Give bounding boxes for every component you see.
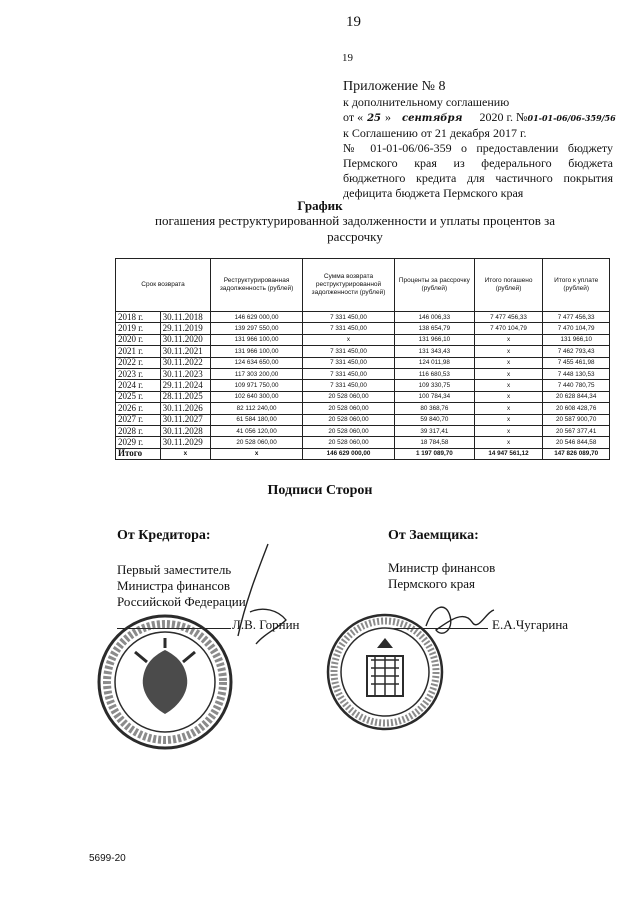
cell-pct: 124 011,98 bbox=[394, 357, 474, 368]
annex-date-mid: » bbox=[385, 110, 392, 124]
cell-pct: 131 966,10 bbox=[394, 334, 474, 345]
cell-paid: х bbox=[474, 334, 543, 345]
cell-pct: 146 006,33 bbox=[394, 312, 474, 323]
creditor-position-3: Российской Федерации bbox=[117, 594, 246, 609]
cell-pct: 131 343,43 bbox=[394, 346, 474, 357]
table-row bbox=[116, 380, 610, 391]
cell-date: 28.11.2025 bbox=[160, 391, 210, 402]
cell-debt: 20 528 060,00 bbox=[211, 437, 303, 448]
borrower-position-1: Министр финансов bbox=[388, 560, 496, 575]
cell-total: 131 966,10 bbox=[543, 334, 610, 345]
table-row bbox=[116, 403, 610, 414]
cell-year: 2025 г. bbox=[116, 391, 161, 402]
cell-ret: 20 528 060,00 bbox=[303, 391, 395, 402]
cell-year: 2021 г. bbox=[116, 346, 161, 357]
cell-ret: 7 331 450,00 bbox=[303, 380, 395, 391]
table-row bbox=[116, 391, 610, 402]
cell-ret: х bbox=[303, 334, 395, 345]
creditor-position-1: Первый заместитель bbox=[117, 562, 232, 577]
borrower-handwritten-signature-icon bbox=[420, 596, 500, 646]
cell-paid: х bbox=[474, 391, 543, 402]
cell-paid: х bbox=[474, 346, 543, 357]
cell-debt: 102 640 300,00 bbox=[211, 391, 303, 402]
cell-pct: 109 330,75 bbox=[394, 380, 474, 391]
table-row bbox=[116, 425, 610, 436]
cell-total: 20 567 377,41 bbox=[543, 425, 610, 436]
borrower-position-2: Пермского края bbox=[388, 576, 475, 591]
total-cell-label: Итого bbox=[116, 448, 161, 459]
cell-total: 20 587 900,70 bbox=[543, 414, 610, 425]
cell-paid: х bbox=[474, 380, 543, 391]
schedule-table bbox=[115, 258, 610, 460]
cell-date: 30.11.2021 bbox=[160, 346, 210, 357]
table-row bbox=[116, 323, 610, 334]
total-cell-debt: х bbox=[211, 448, 303, 459]
creditor-handwritten-signature-icon bbox=[228, 540, 298, 660]
cell-year: 2019 г. bbox=[116, 323, 161, 334]
cell-ret: 20 528 060,00 bbox=[303, 425, 395, 436]
schedule-subtitle: погашения реструктурированной задолженности и уплаты процентов за рассрочку bbox=[155, 213, 555, 244]
cell-ret: 20 528 060,00 bbox=[303, 437, 395, 448]
cell-pct: 138 654,79 bbox=[394, 323, 474, 334]
cell-total: 7 477 456,33 bbox=[543, 312, 610, 323]
cell-debt: 109 971 750,00 bbox=[211, 380, 303, 391]
annex-date-month: сентября bbox=[402, 113, 463, 124]
cell-paid: х bbox=[474, 368, 543, 379]
cell-paid: х bbox=[474, 425, 543, 436]
annex-date-number: 01-01-06/06-359/56 bbox=[527, 113, 616, 123]
creditor-name: Л.В. Горнин bbox=[232, 617, 300, 632]
cell-total: 20 628 844,34 bbox=[543, 391, 610, 402]
cell-paid: х bbox=[474, 437, 543, 448]
cell-year: 2024 г. bbox=[116, 380, 161, 391]
cell-debt: 139 297 550,00 bbox=[211, 323, 303, 334]
annex-date-prefix: от « bbox=[343, 110, 364, 124]
cell-total: 7 455 461,98 bbox=[543, 357, 610, 368]
header-return: Сумма возврата реструктурированной задолженности (рублей) bbox=[303, 259, 395, 312]
annex-date-day: 25 bbox=[367, 113, 382, 124]
cell-date: 30.11.2022 bbox=[160, 357, 210, 368]
page-number-sub: 19 bbox=[342, 52, 353, 64]
cell-ret: 20 528 060,00 bbox=[303, 403, 395, 414]
cell-date: 30.11.2026 bbox=[160, 403, 210, 414]
borrower-name: Е.А.Чугарина bbox=[492, 617, 569, 632]
cell-debt: 61 584 180,00 bbox=[211, 414, 303, 425]
cell-debt: 117 303 200,00 bbox=[211, 368, 303, 379]
cell-total: 7 470 104,79 bbox=[543, 323, 610, 334]
cell-total: 7 440 780,75 bbox=[543, 380, 610, 391]
annex-date-line bbox=[343, 110, 616, 126]
table-row bbox=[116, 334, 610, 345]
annex-line3: к Соглашению от 21 декабря 2017 г. bbox=[343, 126, 527, 140]
cell-paid: х bbox=[474, 414, 543, 425]
cell-debt: 131 966 100,00 bbox=[211, 346, 303, 357]
header-total: Итого к уплате (рублей) bbox=[543, 259, 610, 312]
cell-date: 30.11.2029 bbox=[160, 437, 210, 448]
creditor-stamp-icon bbox=[95, 612, 235, 752]
page-number-top: 19 bbox=[346, 14, 361, 30]
cell-total: 20 546 844,58 bbox=[543, 437, 610, 448]
cell-pct: 100 784,34 bbox=[394, 391, 474, 402]
cell-total: 7 448 130,53 bbox=[543, 368, 610, 379]
table-row bbox=[116, 312, 610, 323]
cell-debt: 131 966 100,00 bbox=[211, 334, 303, 345]
cell-pct: 59 840,70 bbox=[394, 414, 474, 425]
annex-block bbox=[343, 78, 616, 201]
cell-debt: 146 629 000,00 bbox=[211, 312, 303, 323]
cell-year: 2026 г. bbox=[116, 403, 161, 414]
creditor-header: От Кредитора: bbox=[117, 528, 211, 543]
cell-year: 2027 г. bbox=[116, 414, 161, 425]
cell-pct: 116 680,53 bbox=[394, 368, 474, 379]
cell-ret: 20 528 060,00 bbox=[303, 414, 395, 425]
cell-ret: 7 331 450,00 bbox=[303, 312, 395, 323]
cell-paid: 7 477 456,33 bbox=[474, 312, 543, 323]
cell-date: 30.11.2023 bbox=[160, 368, 210, 379]
cell-paid: 7 470 104,79 bbox=[474, 323, 543, 334]
cell-total: 7 462 793,43 bbox=[543, 346, 610, 357]
total-cell-date: х bbox=[160, 448, 210, 459]
cell-year: 2028 г. bbox=[116, 425, 161, 436]
cell-pct: 80 368,76 bbox=[394, 403, 474, 414]
cell-pct: 18 784,58 bbox=[394, 437, 474, 448]
cell-date: 29.11.2024 bbox=[160, 380, 210, 391]
annex-title: Приложение № 8 bbox=[343, 79, 446, 94]
cell-year: 2029 г. bbox=[116, 437, 161, 448]
signatures-title: Подписи Сторон bbox=[267, 483, 373, 498]
cell-date: 29.11.2019 bbox=[160, 323, 210, 334]
cell-ret: 7 331 450,00 bbox=[303, 346, 395, 357]
cell-date: 30.11.2020 bbox=[160, 334, 210, 345]
header-term: Срок возврата bbox=[116, 259, 211, 312]
cell-year: 2023 г. bbox=[116, 368, 161, 379]
cell-paid: х bbox=[474, 357, 543, 368]
table-row bbox=[116, 437, 610, 448]
cell-total: 20 608 428,76 bbox=[543, 403, 610, 414]
annex-line1: к дополнительному соглашению bbox=[343, 95, 510, 109]
header-debt: Реструктурированная задолженность (рублей) bbox=[211, 259, 303, 312]
cell-year: 2020 г. bbox=[116, 334, 161, 345]
cell-year: 2018 г. bbox=[116, 312, 161, 323]
total-cell-ret: 146 629 000,00 bbox=[303, 448, 395, 459]
header-paid: Итого погашено (рублей) bbox=[474, 259, 543, 312]
cell-debt: 82 112 240,00 bbox=[211, 403, 303, 414]
borrower-header: От Заемщика: bbox=[388, 528, 479, 543]
cell-debt: 41 056 120,00 bbox=[211, 425, 303, 436]
cell-pct: 39 317,41 bbox=[394, 425, 474, 436]
table-total-row bbox=[116, 448, 610, 459]
cell-date: 30.11.2027 bbox=[160, 414, 210, 425]
total-cell-total: 147 826 089,70 bbox=[543, 448, 610, 459]
cell-date: 30.11.2018 bbox=[160, 312, 210, 323]
footer-code: 5699-20 bbox=[89, 853, 126, 864]
cell-date: 30.11.2028 bbox=[160, 425, 210, 436]
cell-ret: 7 331 450,00 bbox=[303, 368, 395, 379]
table-body bbox=[116, 312, 610, 460]
annex-line4: № 01-01-06/06-359 о предоставлении бюджету Пермского края из федерального бюджета бюджетного кредита для частичного покрытия дефицита бюджета Пермского края bbox=[343, 141, 613, 200]
schedule-title: График bbox=[297, 198, 343, 213]
cell-paid: х bbox=[474, 403, 543, 414]
cell-ret: 7 331 450,00 bbox=[303, 357, 395, 368]
table-row bbox=[116, 368, 610, 379]
table-row bbox=[116, 357, 610, 368]
cell-ret: 7 331 450,00 bbox=[303, 323, 395, 334]
annex-date-year: 2020 г. № bbox=[479, 110, 528, 124]
table-row bbox=[116, 346, 610, 357]
cell-debt: 124 634 650,00 bbox=[211, 357, 303, 368]
creditor-position-2: Министра финансов bbox=[117, 578, 231, 593]
table-header-row bbox=[116, 259, 610, 312]
total-cell-paid: 14 947 561,12 bbox=[474, 448, 543, 459]
header-interest: Проценты за рассрочку (рублей) bbox=[394, 259, 474, 312]
total-cell-pct: 1 197 089,70 bbox=[394, 448, 474, 459]
table-row bbox=[116, 414, 610, 425]
cell-year: 2022 г. bbox=[116, 357, 161, 368]
